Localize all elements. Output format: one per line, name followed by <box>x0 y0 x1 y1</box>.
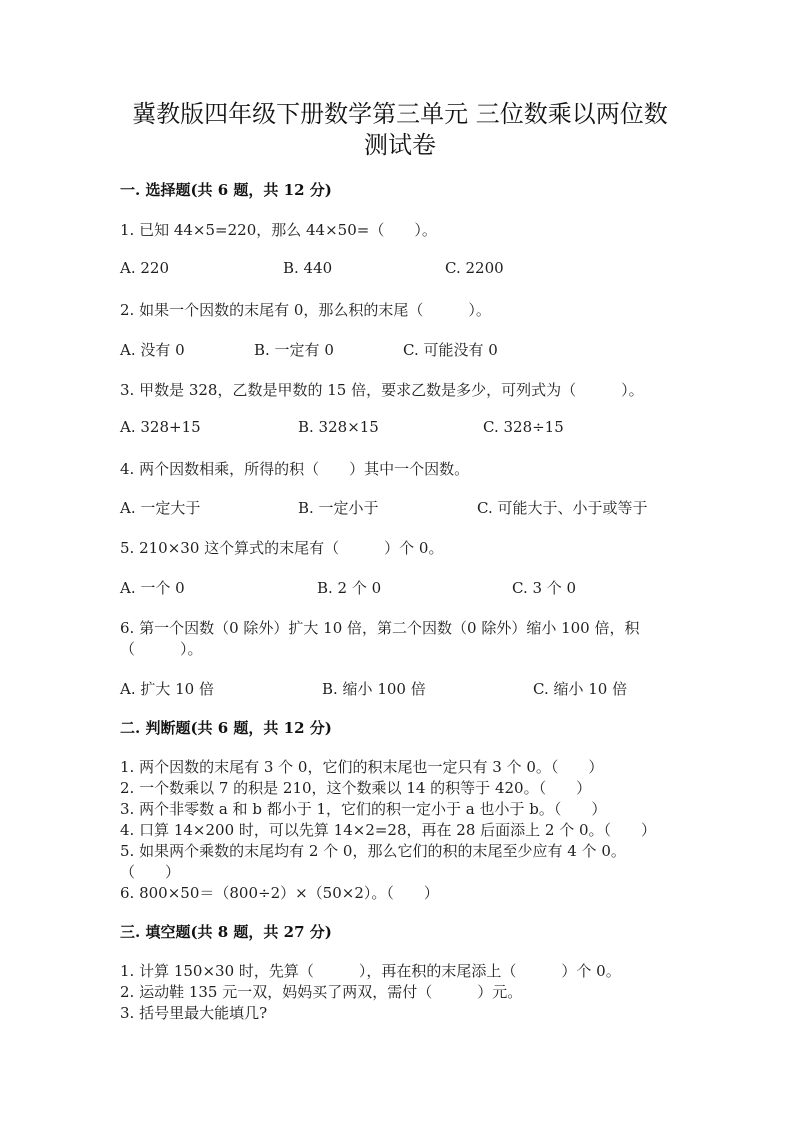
option-6c: C. 缩小 10 倍 <box>533 680 628 698</box>
option-2c: C. 可能没有 0 <box>403 341 498 359</box>
question-choice-3: 3. 甲数是 328，乙数是甲数的 15 倍，要求乙数是多少，可列式为（ ）。 <box>120 381 644 399</box>
judge-item-5: 5. 如果两个乘数的末尾均有 2 个 0，那么它们的积的末尾至少应有 4 个 0。 <box>120 842 626 860</box>
option-5b: B. 2 个 0 <box>317 579 382 597</box>
option-4a: A. 一定大于 <box>120 499 201 517</box>
option-3c: C. 328÷15 <box>483 418 564 436</box>
option-2b: B. 一定有 0 <box>254 341 334 359</box>
option-6b: B. 缩小 100 倍 <box>322 680 426 698</box>
option-1c: C. 2200 <box>445 259 504 277</box>
option-1b: B. 440 <box>283 259 333 277</box>
option-5a: A. 一个 0 <box>120 579 185 597</box>
option-2a: A. 没有 0 <box>120 341 185 359</box>
option-3b: B. 328×15 <box>298 418 379 436</box>
judge-item-5-cont: （ ） <box>120 863 181 881</box>
option-3a: A. 328+15 <box>120 418 201 436</box>
question-choice-5: 5. 210×30 这个算式的末尾有（ ）个 0。 <box>120 539 444 557</box>
judge-item-2: 2. 一个数乘以 7 的积是 210，这个数乘以 14 的积等于 420。（ ） <box>120 779 592 797</box>
section-heading-fill: 三. 填空题(共 8 题，共 27 分) <box>120 923 332 941</box>
question-choice-6: 6. 第一个因数（0 除外）扩大 10 倍，第二个因数（0 除外）缩小 100 倍，积 <box>120 619 640 637</box>
question-choice-2: 2. 如果一个因数的末尾有 0，那么积的末尾（ ）。 <box>120 301 491 319</box>
judge-item-3: 3. 两个非零数 a 和 b 都小于 1，它们的积一定小于 a 也小于 b。（ ） <box>120 800 607 818</box>
fill-item-3: 3. 括号里最大能填几? <box>120 1004 268 1022</box>
option-4b: B. 一定小于 <box>298 499 379 517</box>
judge-item-1: 1. 两个因数的末尾有 3 个 0，它们的积末尾也一定只有 3 个 0。（ ） <box>120 758 604 776</box>
judge-item-4: 4. 口算 14×200 时，可以先算 14×2=28，再在 28 后面添上 2 个 0。（ ） <box>120 821 657 839</box>
option-4c: C. 可能大于、小于或等于 <box>477 499 648 517</box>
fill-item-2: 2. 运动鞋 135 元一双，妈妈买了两双，需付（ ）元。 <box>120 983 523 1001</box>
judge-item-6: 6. 800×50＝（800÷2）×（50×2）。（ ） <box>120 884 439 902</box>
page-title-line1: 冀教版四年级下册数学第三单元 三位数乘以两位数 <box>132 100 668 128</box>
section-heading-choice: 一. 选择题(共 6 题，共 12 分) <box>120 181 332 199</box>
section-heading-judge: 二. 判断题(共 6 题，共 12 分) <box>120 719 332 737</box>
fill-item-1: 1. 计算 150×30 时，先算（ ），再在积的末尾添上（ ）个 0。 <box>120 962 621 980</box>
option-6a: A. 扩大 10 倍 <box>120 680 214 698</box>
option-5c: C. 3 个 0 <box>512 579 577 597</box>
page-title-line2: 测试卷 <box>364 131 436 159</box>
question-choice-1: 1. 已知 44×5=220，那么 44×50=（ ）。 <box>120 221 437 239</box>
question-choice-6-cont: （ ）。 <box>120 640 203 658</box>
option-1a: A. 220 <box>120 259 169 277</box>
question-choice-4: 4. 两个因数相乘，所得的积（ ）其中一个因数。 <box>120 460 470 478</box>
